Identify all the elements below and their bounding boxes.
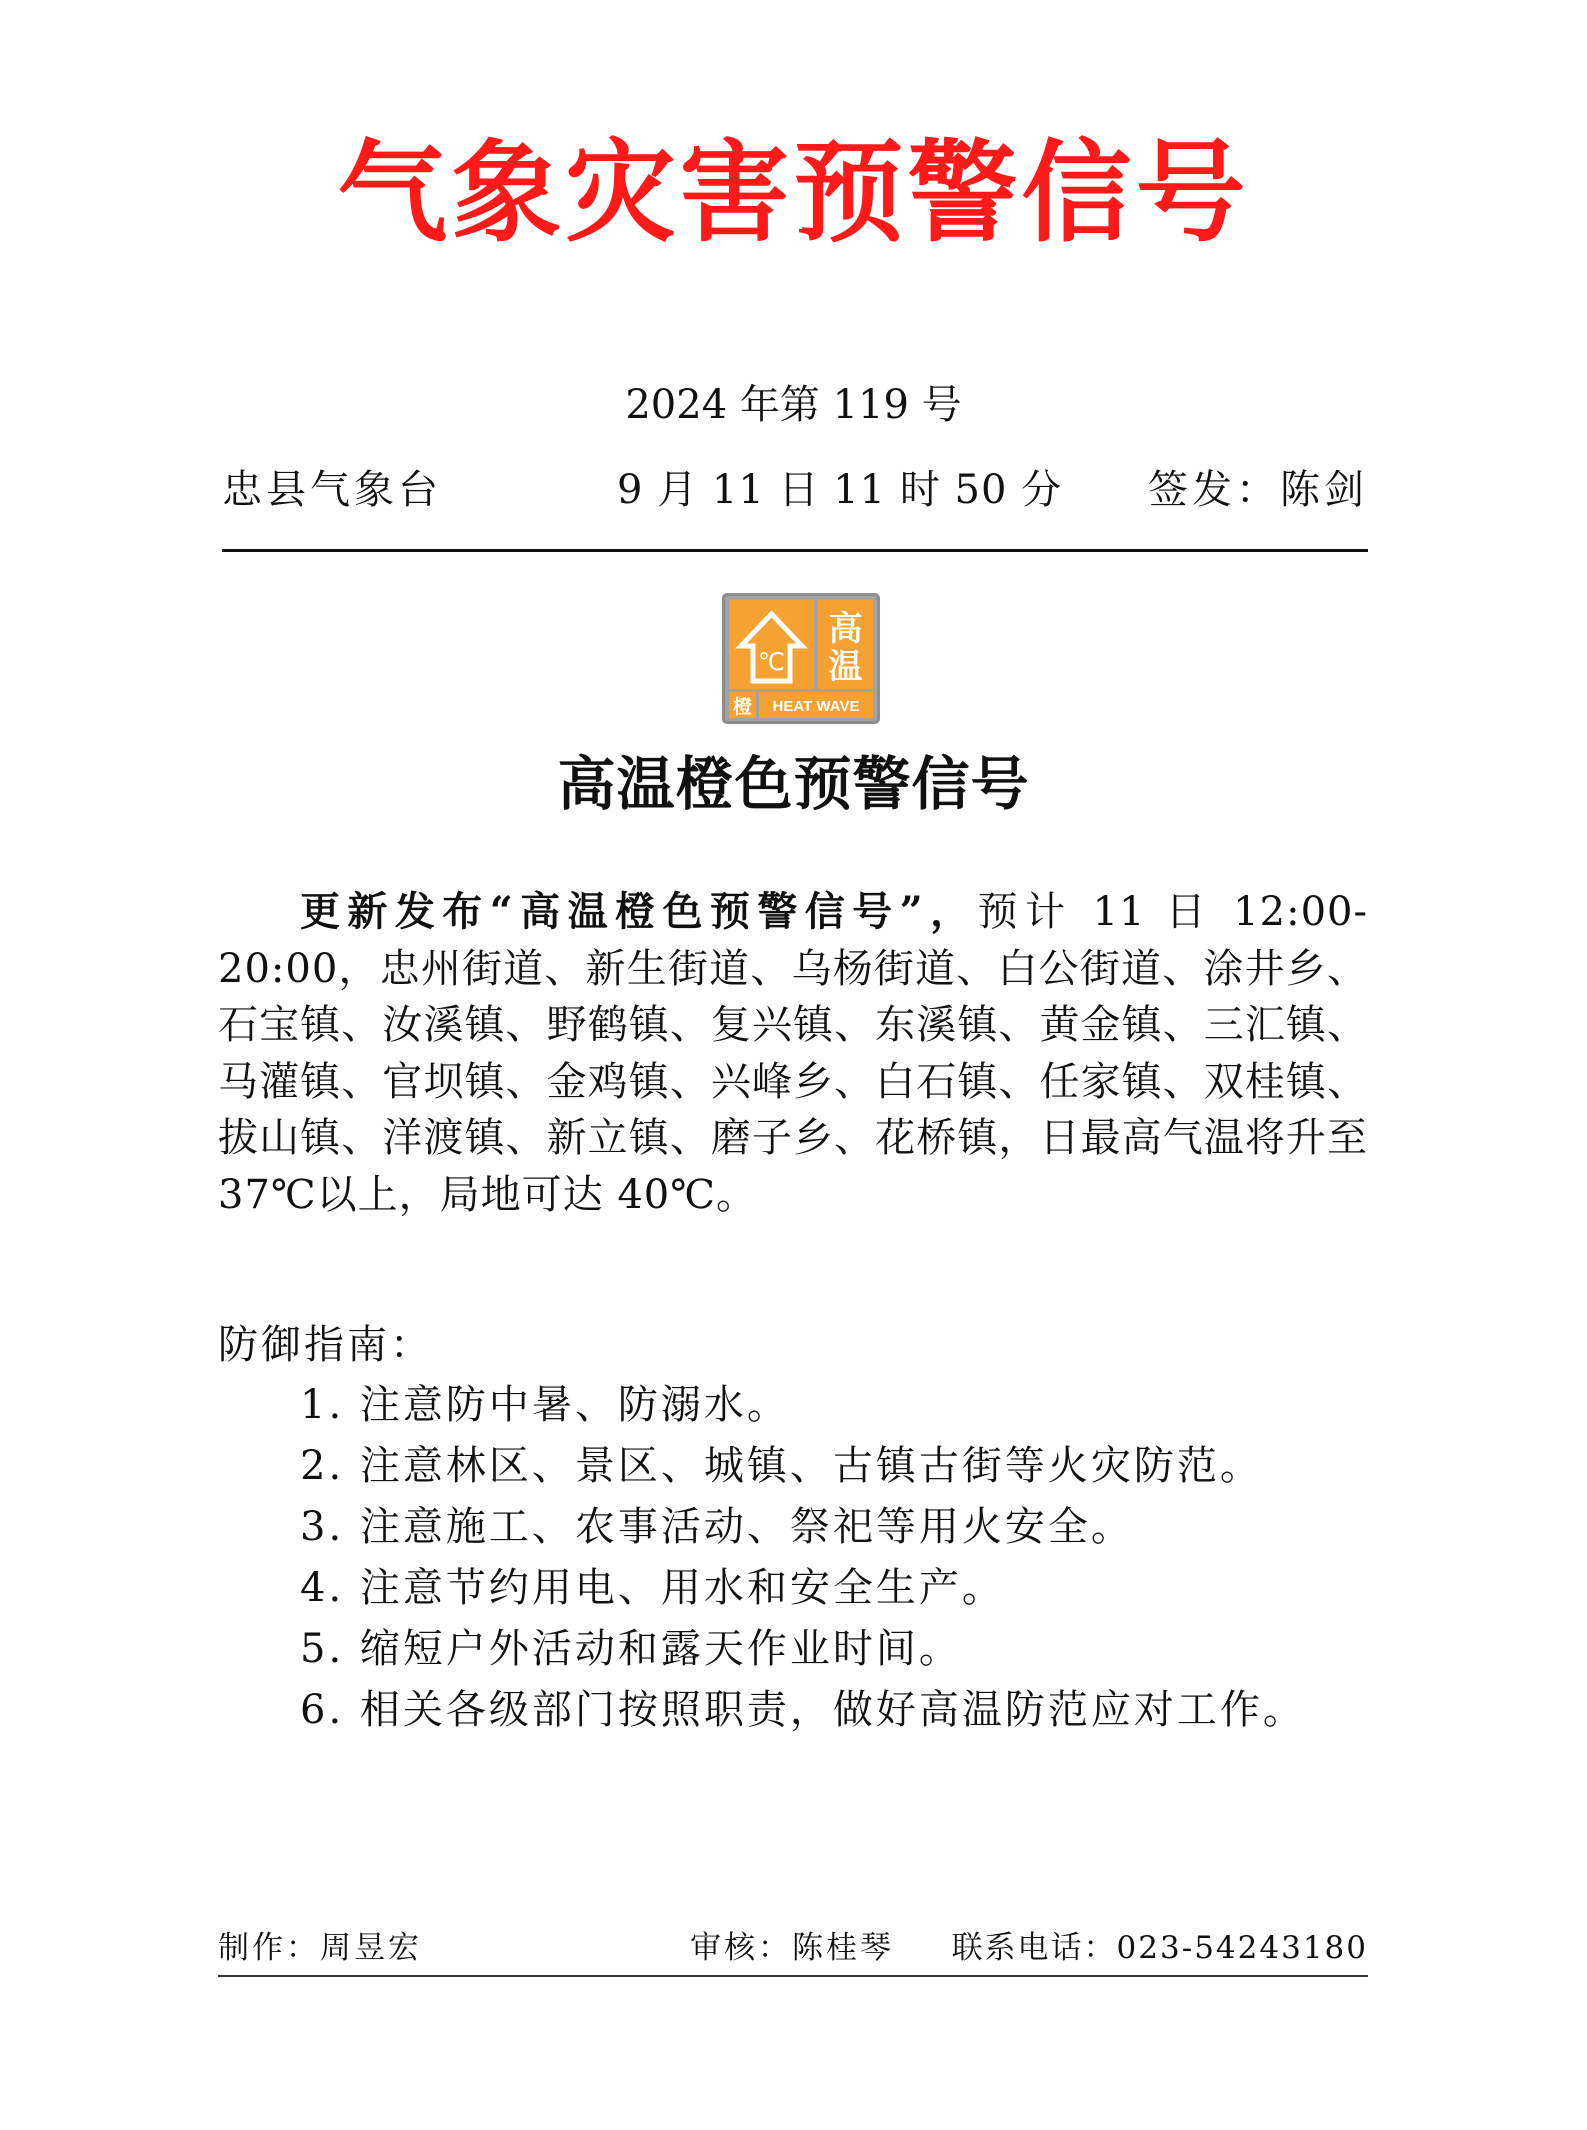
issue-datetime: 9 月 11 日 11 时 50 分 — [617, 467, 1063, 513]
footer-row — [218, 1926, 1368, 1970]
icon-char-high: 高 — [828, 609, 863, 649]
contact-phone: 联系电话：023-54243180 — [951, 1930, 1368, 1966]
issue-number: 2024 年第 119 号 — [625, 382, 962, 428]
heat-wave-orange-signal-icon — [721, 592, 881, 725]
header-divider — [222, 549, 1368, 552]
footer-divider — [218, 1975, 1368, 1977]
warning-body — [218, 884, 1368, 1223]
guide-list — [300, 1375, 1306, 1741]
guide-item: 2. 注意林区、景区、城镇、古镇古街等火灾防范。 — [300, 1443, 1263, 1489]
issuing-office: 忠县气象台 — [222, 467, 442, 513]
icon-en-label: HEAT WAVE — [772, 698, 860, 715]
warning-text: 预计 11 日 12:00-20:00，忠州街道、新生街道、乌杨街道、白公街道、涂井乡、石宝镇、汝溪镇、野鹤镇、复兴镇、东溪镇、黄金镇、三汇镇、马灌镇、官坝镇、金鸡镇、兴峰乡、白石镇、任家镇、双桂镇、拔山镇、洋渡镇、新立镇、磨子乡、花桥镇，日最高气温将升至 37℃以上，局地可达 40℃。 — [218, 889, 1368, 1218]
guide-item: 5. 缩短户外活动和露天作业时间。 — [300, 1626, 962, 1672]
guide-item: 1. 注意防中暑、防溺水。 — [300, 1382, 790, 1428]
guide-item: 4. 注意节约用电、用水和安全生产。 — [300, 1565, 1005, 1611]
guide-item: 6. 相关各级部门按照职责，做好高温防范应对工作。 — [300, 1687, 1306, 1733]
producer: 制作：周昱宏 — [218, 1930, 422, 1966]
icon-temp-label: ℃ — [758, 649, 785, 676]
signer: 签发：陈剑 — [1148, 467, 1368, 513]
icon-char-temp: 温 — [828, 647, 863, 687]
reviewer: 审核：陈桂琴 — [690, 1930, 894, 1966]
warning-lead: 更新发布“高温橙色预警信号”， — [300, 888, 978, 935]
signal-title: 高温橙色预警信号 — [557, 750, 1030, 818]
document-title: 气象灾害预警信号 — [337, 128, 1250, 257]
guide-heading: 防御指南： — [218, 1322, 433, 1368]
guide-item: 3. 注意施工、农事活动、祭祀等用火安全。 — [300, 1504, 1134, 1550]
icon-level-char: 橙 — [732, 696, 753, 718]
issuer-row — [222, 462, 1368, 518]
